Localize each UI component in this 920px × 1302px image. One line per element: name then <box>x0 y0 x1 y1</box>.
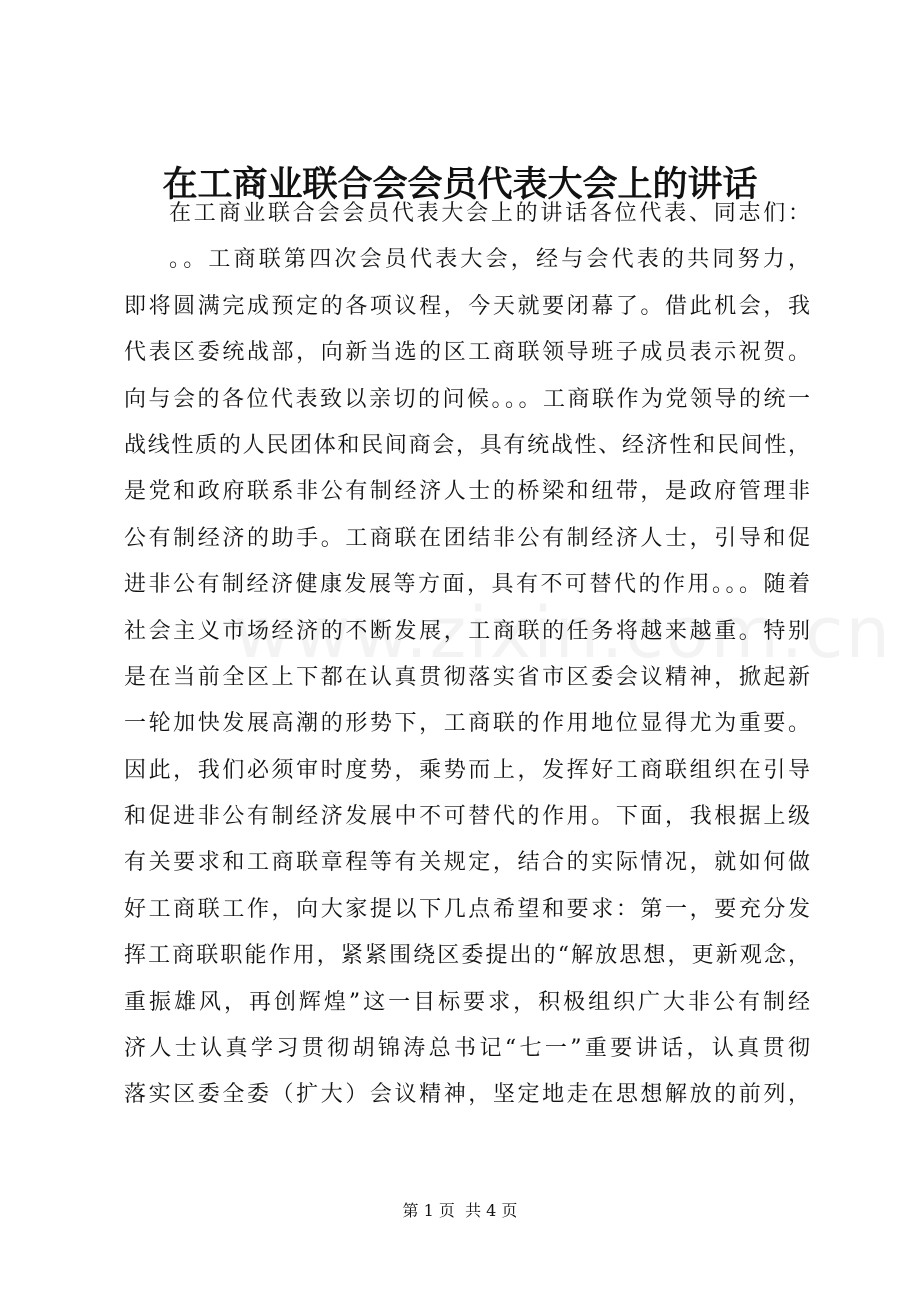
text-line: 社会主义市场经济的不断发展，工商联的任务将越来越重。特别 <box>124 618 810 644</box>
text-line: 挥工商联职能作用，紧紧围绕区委提出的“解放思想，更新观念， <box>124 943 810 969</box>
text-line: 因此，我们必须审时度势，乘势而上，发挥好工商联组织在引导 <box>124 757 810 783</box>
text-line: 和促进非公有制经济发展中不可替代的作用。下面，我根据上级 <box>124 804 810 830</box>
text-line: 是党和政府联系非公有制经济人士的桥梁和纽带，是政府管理非 <box>124 479 810 505</box>
text-line: 有关要求和工商联章程等有关规定，结合的实际情况，就如何做 <box>124 850 810 876</box>
page-footer: 第 1 页 共 4 页 <box>402 1201 518 1220</box>
text-line: 即将圆满完成预定的各项议程，今天就要闭幕了。借此机会，我 <box>124 293 810 319</box>
text-line: 代表区委统战部，向新当选的区工商联领导班子成员表示祝贺。 <box>124 340 810 366</box>
text-line: 落实区委全委（扩大）会议精神，坚定地走在思想解放的前列， <box>124 1082 810 1108</box>
text-line: 在工商业联合会会员代表大会上的讲话各位代表、同志们： <box>169 201 810 226</box>
watermark <box>234 598 892 668</box>
text-line: 一轮加快发展高潮的形势下，工商联的作用地位显得尤为重要。 <box>124 711 810 737</box>
text-line: 公有制经济的助手。工商联在团结非公有制经济人士，引导和促 <box>124 525 810 551</box>
text-line: 是在当前全区上下都在认真贯彻落实省市区委会议精神，掀起新 <box>124 664 810 690</box>
text-line: 好工商联工作，向大家提以下几点希望和要求：第一，要充分发 <box>124 896 810 922</box>
text-line: 向与会的各位代表致以亲切的问候。。。工商联作为党领导的统一 <box>124 386 810 412</box>
text-line: 战线性质的人民团体和民间商会，具有统战性、经济性和民间性， <box>124 432 810 458</box>
text-line: 济人士认真学习贯彻胡锦涛总书记“七一”重要讲话，认真贯彻 <box>124 1036 810 1062</box>
text-line: 重振雄风，再创辉煌”这一目标要求，积极组织广大非公有制经 <box>124 989 810 1015</box>
document-title: 在工商业联合会会员代表大会上的讲话 <box>162 164 758 205</box>
text-line: 。。工商联第四次会员代表大会，经与会代表的共同努力， <box>169 247 810 273</box>
text-line: 进非公有制经济健康发展等方面，具有不可替代的作用。。。随着 <box>124 572 810 598</box>
